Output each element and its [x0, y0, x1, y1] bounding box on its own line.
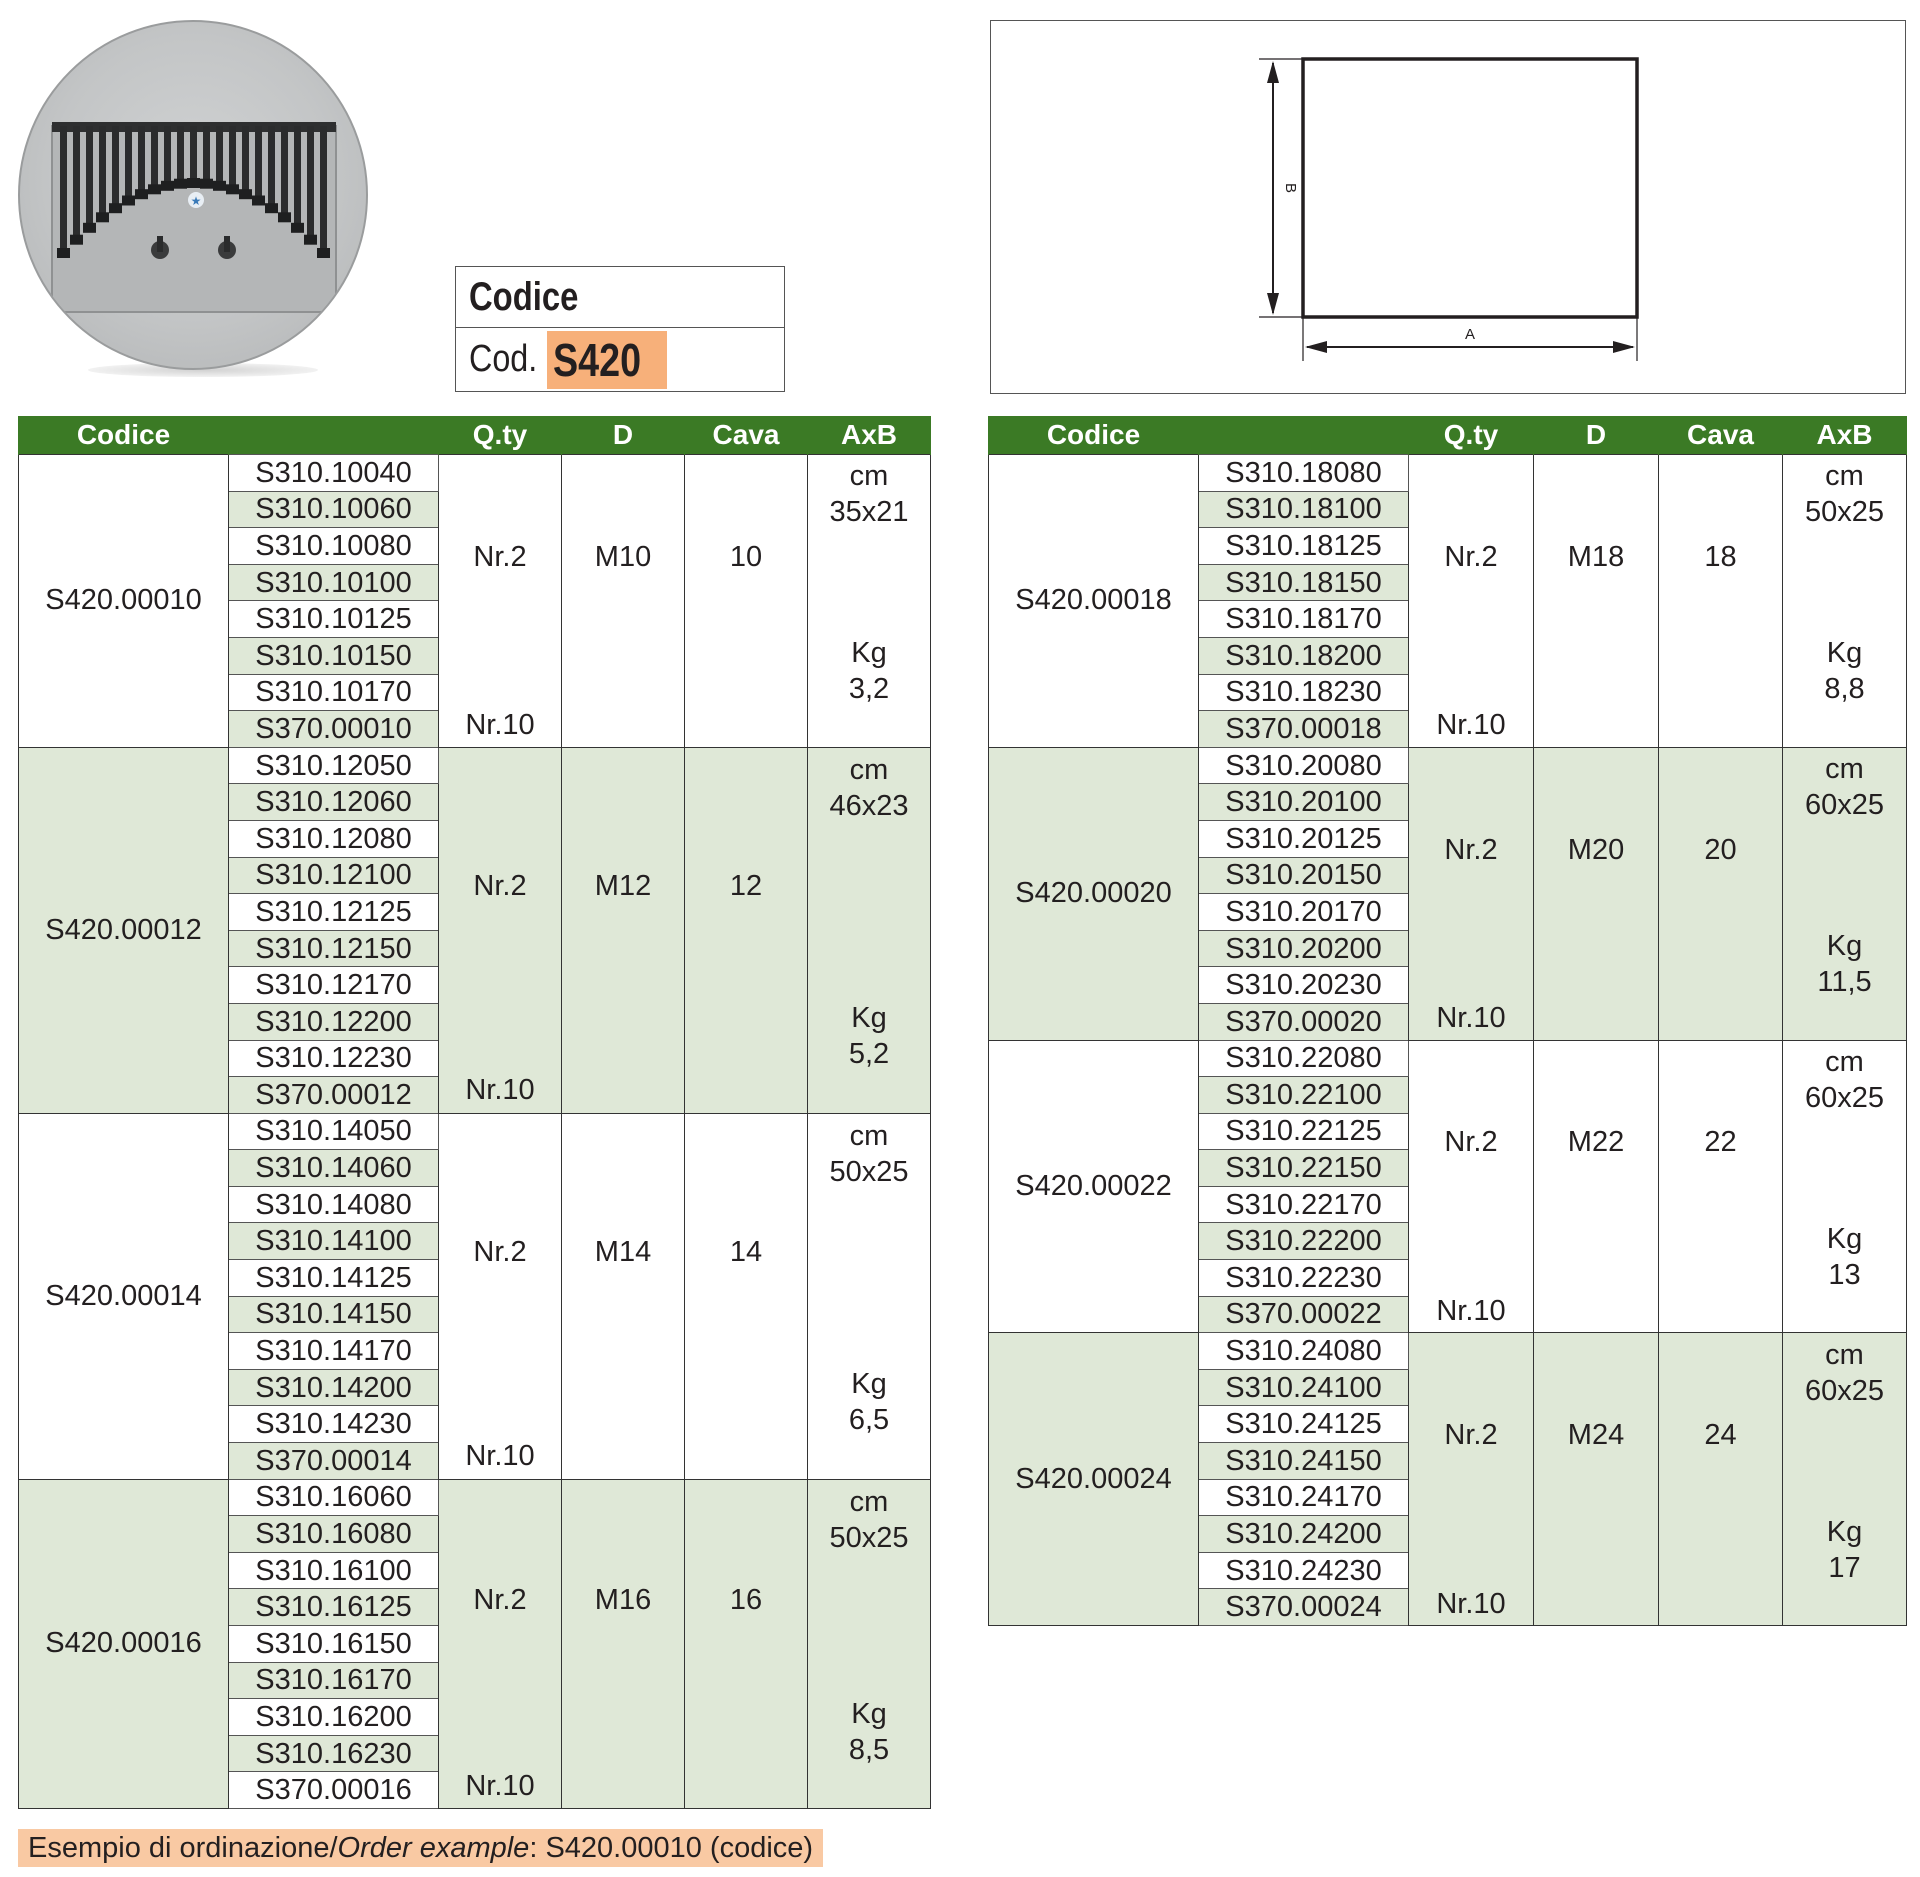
kg-value: 3,2 [848, 673, 890, 706]
axb-size: 60x25 [1804, 1374, 1884, 1407]
code-box-value-row [456, 328, 784, 391]
item-code: S370.00012 [229, 1077, 439, 1114]
kg-label: Kg [851, 1697, 887, 1730]
order-example-italic: Order example [337, 1832, 530, 1864]
header-blank [229, 416, 439, 455]
kg-label: Kg [851, 637, 887, 670]
group-axb [808, 1113, 931, 1479]
kg-value: 13 [1828, 1258, 1861, 1291]
item-code: S310.16170 [229, 1662, 439, 1699]
group-cava [685, 1113, 808, 1479]
group-qty [1409, 1333, 1534, 1626]
group-axb [808, 1479, 931, 1808]
qty-value: Nr.2 [473, 1583, 527, 1616]
qty-last-value: Nr.10 [465, 1074, 535, 1107]
item-code: S310.20100 [1199, 784, 1409, 821]
qty-last-value: Nr.10 [465, 1769, 535, 1802]
item-code: S310.14170 [229, 1333, 439, 1370]
item-code: S370.00020 [1199, 1003, 1409, 1040]
header-qty: Q.ty [1409, 416, 1534, 455]
item-code: S310.20150 [1199, 857, 1409, 894]
header-cava: Cava [1659, 416, 1783, 455]
item-code: S310.18080 [1199, 455, 1409, 492]
item-code: S310.18100 [1199, 491, 1409, 528]
kg-value: 8,5 [848, 1733, 890, 1766]
item-code: S310.20230 [1199, 967, 1409, 1004]
group-d [1534, 1040, 1659, 1333]
qty-last-value: Nr.10 [465, 709, 535, 742]
item-code: S310.18150 [1199, 564, 1409, 601]
item-code: S310.16060 [229, 1479, 439, 1516]
header-qty: Q.ty [439, 416, 562, 455]
axb-size: 60x25 [1804, 1081, 1884, 1114]
table-row [989, 455, 1907, 492]
group-cava [1659, 1040, 1783, 1333]
axb-unit: cm [1825, 1045, 1864, 1078]
cod-value: S420 [547, 331, 666, 389]
kg-value: 11,5 [1817, 966, 1872, 999]
product-image-circle [18, 20, 368, 370]
table-row [989, 747, 1907, 784]
axb-unit: cm [1825, 460, 1864, 493]
item-code: S310.14200 [229, 1369, 439, 1406]
item-code: S310.10150 [229, 637, 439, 674]
kg-label: Kg [1826, 1222, 1863, 1255]
group-d [562, 1113, 685, 1479]
group-d [562, 455, 685, 748]
cava-value: 22 [1704, 1126, 1737, 1159]
group-cava [1659, 455, 1783, 748]
kg-value: 6,5 [848, 1404, 890, 1437]
group-cava [1659, 1333, 1783, 1626]
kg-label: Kg [1826, 1515, 1863, 1548]
qty-value: Nr.2 [1444, 833, 1498, 866]
item-code: S310.20200 [1199, 930, 1409, 967]
item-code: S310.14125 [229, 1260, 439, 1297]
header-codice: Codice [989, 416, 1199, 455]
product-photo [18, 18, 370, 378]
item-code: S310.12150 [229, 930, 439, 967]
item-code: S310.24230 [1199, 1552, 1409, 1589]
group-code: S420.00012 [19, 747, 229, 1113]
item-code: S310.20170 [1199, 894, 1409, 931]
qty-last-value: Nr.10 [1436, 1587, 1506, 1620]
item-code: S310.18170 [1199, 601, 1409, 638]
code-box-title: Codice [469, 274, 579, 319]
item-code: S310.20125 [1199, 820, 1409, 857]
group-d [1534, 1333, 1659, 1626]
d-value: M14 [594, 1236, 652, 1269]
table-row [19, 1113, 931, 1150]
group-d [1534, 747, 1659, 1040]
item-code: S310.22100 [1199, 1077, 1409, 1114]
item-code: S310.24200 [1199, 1516, 1409, 1553]
kg-label: Kg [851, 1002, 887, 1035]
item-code: S310.12125 [229, 894, 439, 931]
item-code: S310.12050 [229, 747, 439, 784]
order-example-suffix: : S420.00010 (codice) [529, 1832, 814, 1864]
group-cava [1659, 747, 1783, 1040]
group-axb [1783, 1040, 1907, 1333]
item-code: S310.24150 [1199, 1443, 1409, 1480]
group-qty [1409, 747, 1534, 1040]
group-code: S420.00014 [19, 1113, 229, 1479]
item-code: S310.14060 [229, 1150, 439, 1187]
item-code: S370.00018 [1199, 711, 1409, 748]
qty-value: Nr.2 [473, 1236, 527, 1269]
table-row [19, 1479, 931, 1516]
d-value: M24 [1567, 1419, 1625, 1452]
table-row [19, 455, 931, 492]
item-code: S310.22200 [1199, 1223, 1409, 1260]
item-code: S310.10125 [229, 601, 439, 638]
group-axb [808, 455, 931, 748]
item-code: S370.00014 [229, 1443, 439, 1480]
group-code: S420.00024 [989, 1333, 1199, 1626]
item-code: S310.22230 [1199, 1260, 1409, 1297]
table-header [989, 416, 1907, 455]
group-d [1534, 455, 1659, 748]
group-qty [439, 1479, 562, 1808]
header-d: D [562, 416, 685, 455]
item-code: S310.12080 [229, 820, 439, 857]
item-code: S310.22125 [1199, 1113, 1409, 1150]
group-code: S420.00018 [989, 455, 1199, 748]
axb-size: 60x25 [1804, 789, 1884, 822]
axb-size: 35x21 [829, 496, 909, 529]
axb-size: 50x25 [1804, 496, 1884, 529]
group-code: S420.00020 [989, 747, 1199, 1040]
order-example-prefix: Esempio di ordinazione/ [28, 1832, 338, 1864]
axb-size: 50x25 [829, 1521, 909, 1554]
group-code: S420.00010 [19, 455, 229, 748]
cod-label: Cod. [469, 338, 538, 380]
item-code: S310.10100 [229, 564, 439, 601]
axb-unit: cm [849, 1485, 889, 1518]
kg-value: 17 [1828, 1551, 1861, 1584]
table-header [19, 416, 931, 455]
kg-label: Kg [1826, 930, 1863, 963]
item-code: S310.10170 [229, 674, 439, 711]
qty-value: Nr.2 [473, 870, 527, 903]
order-example [18, 1829, 823, 1867]
code-box [455, 266, 785, 392]
item-code: S310.14230 [229, 1406, 439, 1443]
spec-table-left [18, 416, 931, 1809]
header-codice: Codice [19, 416, 229, 455]
item-code: S310.16125 [229, 1589, 439, 1626]
axb-unit: cm [849, 754, 889, 787]
header-blank [1199, 416, 1409, 455]
label-a: A [1464, 326, 1476, 343]
dimension-drawing [990, 20, 1906, 394]
item-code: S370.00022 [1199, 1296, 1409, 1333]
item-code: S310.24170 [1199, 1479, 1409, 1516]
d-value: M16 [594, 1583, 652, 1616]
group-qty [1409, 1040, 1534, 1333]
cava-value: 24 [1704, 1419, 1737, 1452]
item-code: S310.20080 [1199, 747, 1409, 784]
bolt-rack-illustration [20, 22, 368, 370]
item-code: S370.00024 [1199, 1589, 1409, 1626]
label-b: B [1282, 182, 1299, 194]
item-code: S310.14080 [229, 1186, 439, 1223]
qty-value: Nr.2 [1444, 1126, 1498, 1159]
qty-value: Nr.2 [473, 540, 527, 573]
kg-value: 5,2 [848, 1038, 890, 1071]
item-code: S370.00010 [229, 711, 439, 748]
item-code: S310.12230 [229, 1040, 439, 1077]
item-code: S310.24100 [1199, 1369, 1409, 1406]
group-axb [1783, 1333, 1907, 1626]
cava-value: 10 [729, 540, 763, 573]
table-row [989, 1040, 1907, 1077]
group-d [562, 747, 685, 1113]
item-code: S310.18125 [1199, 528, 1409, 565]
cava-value: 14 [729, 1236, 763, 1269]
axb-size: 50x25 [829, 1156, 909, 1189]
kg-value: 8,8 [1824, 673, 1865, 706]
item-code: S310.12200 [229, 1003, 439, 1040]
qty-value: Nr.2 [1444, 540, 1498, 573]
item-code: S310.14100 [229, 1223, 439, 1260]
group-cava [685, 455, 808, 748]
cava-value: 16 [729, 1583, 763, 1616]
group-axb [1783, 747, 1907, 1040]
svg-text:★: ★ [190, 194, 202, 208]
item-code: S310.18200 [1199, 637, 1409, 674]
item-code: S310.24125 [1199, 1406, 1409, 1443]
group-qty [439, 1113, 562, 1479]
item-code: S310.16080 [229, 1516, 439, 1553]
item-code: S310.12060 [229, 784, 439, 821]
item-code: S310.10080 [229, 528, 439, 565]
kg-label: Kg [1826, 637, 1863, 670]
item-code: S310.22170 [1199, 1186, 1409, 1223]
qty-last-value: Nr.10 [1436, 709, 1506, 742]
group-qty [439, 455, 562, 748]
d-value: M22 [1567, 1126, 1625, 1159]
item-code: S310.22150 [1199, 1150, 1409, 1187]
item-code: S310.14050 [229, 1113, 439, 1150]
header-d: D [1534, 416, 1659, 455]
d-value: M20 [1567, 833, 1625, 866]
cava-value: 18 [1704, 540, 1737, 573]
d-value: M18 [1567, 540, 1625, 573]
item-code: S310.24080 [1199, 1333, 1409, 1370]
group-d [562, 1479, 685, 1808]
item-code: S310.18230 [1199, 674, 1409, 711]
item-code: S310.10040 [229, 455, 439, 492]
item-code: S310.16100 [229, 1552, 439, 1589]
axb-size: 46x23 [829, 790, 909, 823]
axb-unit: cm [849, 1120, 889, 1153]
cava-value: 12 [729, 870, 763, 903]
group-qty [1409, 455, 1534, 748]
axb-unit: cm [1825, 753, 1864, 786]
header-cava: Cava [685, 416, 808, 455]
item-code: S310.12100 [229, 857, 439, 894]
item-code: S370.00016 [229, 1772, 439, 1809]
table-row [19, 747, 931, 784]
spec-table-right [988, 416, 1907, 1626]
kg-label: Kg [851, 1368, 887, 1401]
item-code: S310.16230 [229, 1735, 439, 1772]
qty-last-value: Nr.10 [1436, 1294, 1506, 1327]
group-cava [685, 1479, 808, 1808]
dimension-diagram [991, 21, 1905, 393]
group-code: S420.00016 [19, 1479, 229, 1808]
code-box-title-row [456, 267, 784, 328]
group-axb [1783, 455, 1907, 748]
item-code: S310.22080 [1199, 1040, 1409, 1077]
d-value: M10 [594, 540, 652, 573]
item-code: S310.12170 [229, 967, 439, 1004]
table-row [989, 1333, 1907, 1370]
group-qty [439, 747, 562, 1113]
cava-value: 20 [1704, 833, 1737, 866]
qty-last-value: Nr.10 [465, 1440, 535, 1473]
item-code: S310.10060 [229, 491, 439, 528]
axb-unit: cm [849, 460, 889, 493]
qty-value: Nr.2 [1444, 1419, 1498, 1452]
axb-unit: cm [1825, 1338, 1864, 1371]
d-value: M12 [594, 870, 652, 903]
header-axb: AxB [808, 416, 931, 455]
item-code: S310.16200 [229, 1699, 439, 1736]
header-axb: AxB [1783, 416, 1907, 455]
group-code: S420.00022 [989, 1040, 1199, 1333]
group-axb [808, 747, 931, 1113]
group-cava [685, 747, 808, 1113]
qty-last-value: Nr.10 [1436, 1002, 1506, 1035]
item-code: S310.16150 [229, 1626, 439, 1663]
item-code: S310.14150 [229, 1296, 439, 1333]
